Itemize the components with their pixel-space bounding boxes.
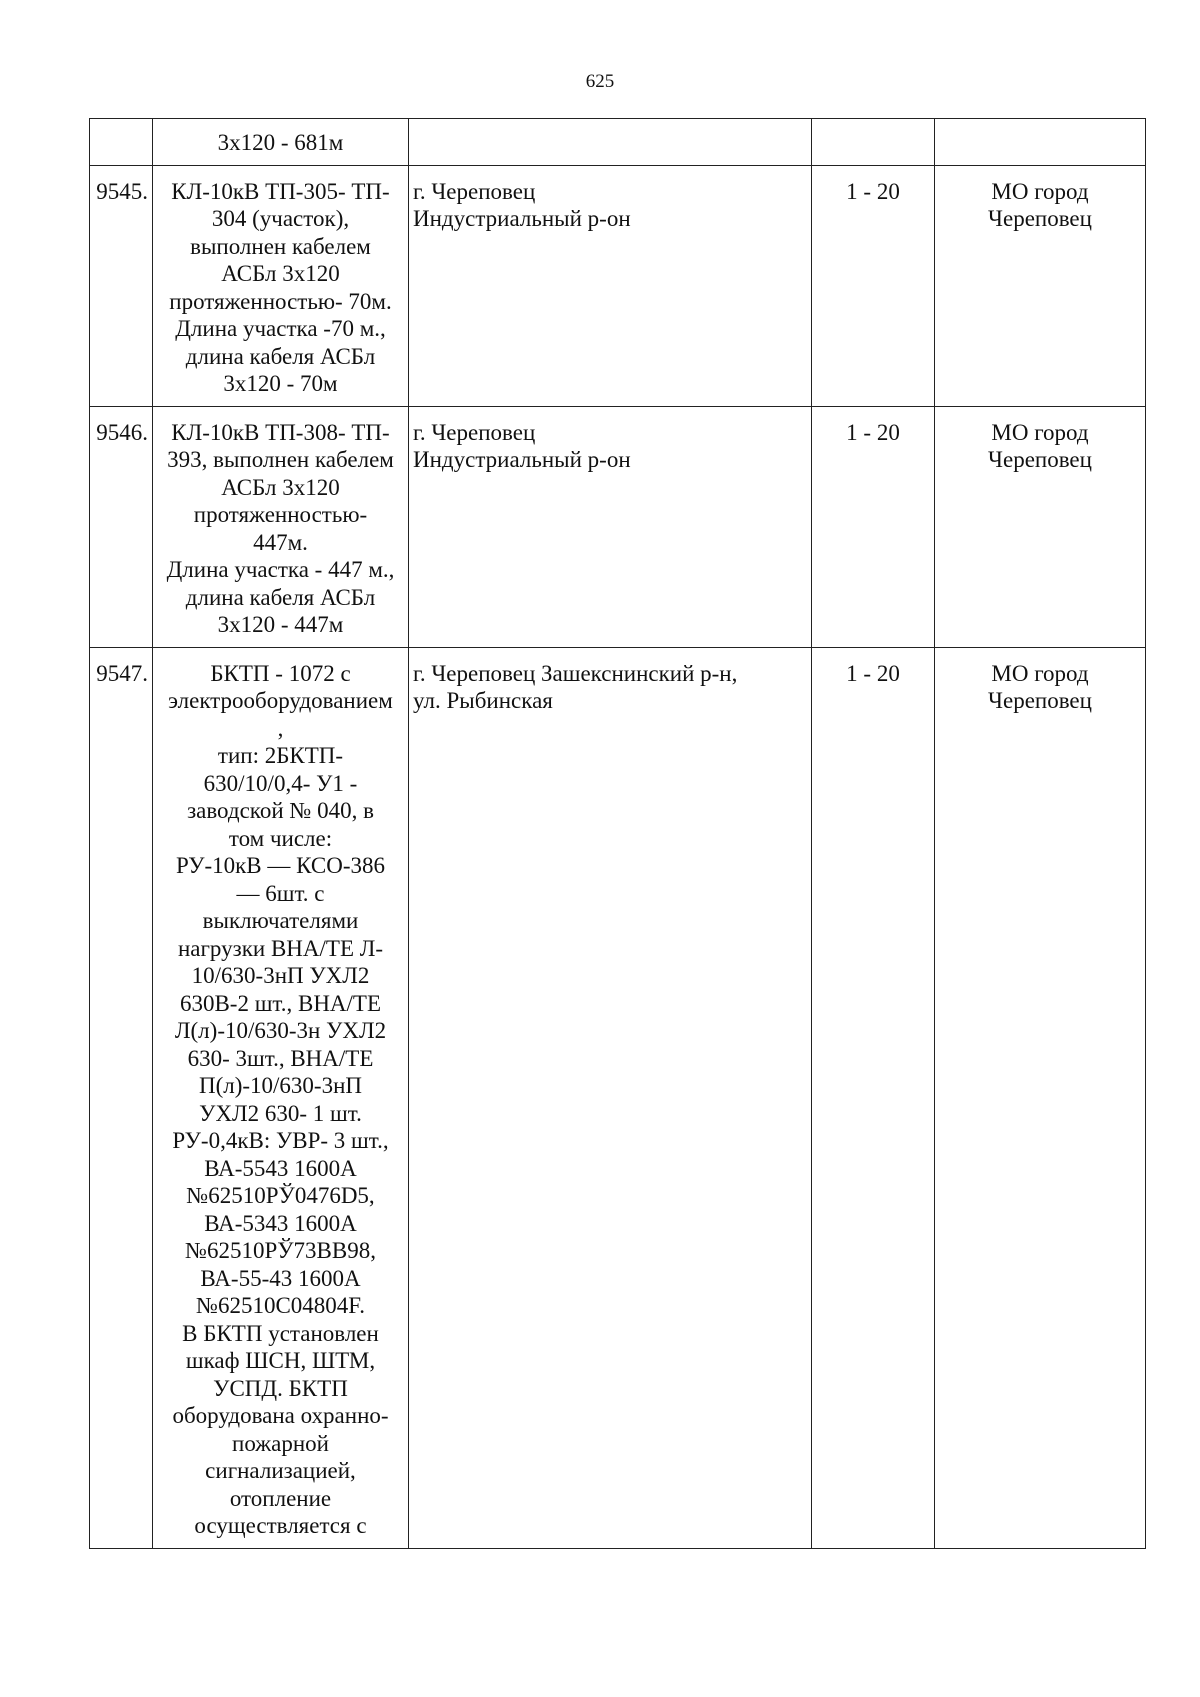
row-number-cell: 9545. xyxy=(90,165,153,406)
object-name-cell xyxy=(153,165,409,406)
object-name-line: выполнен кабелем xyxy=(190,233,371,259)
page-number: 625 xyxy=(585,71,615,92)
object-name-line: длина кабеля АСБл xyxy=(185,343,376,369)
object-name-line: отопление xyxy=(229,1485,332,1511)
object-name-line: 447м. xyxy=(253,529,308,555)
object-name-line: шкаф ШСН, ШТМ, xyxy=(185,1348,376,1373)
object-name-line: 630/10/0,4- У1 - xyxy=(203,770,358,796)
object-name-line: АСБл 3х120 xyxy=(221,474,340,500)
address-line: г. Череповец xyxy=(413,419,536,445)
object-name-line: сигнализацией, xyxy=(205,1458,356,1483)
address-cell xyxy=(409,165,812,406)
object-name-line: нагрузки ВНА/ТЕ Л- xyxy=(177,935,384,961)
object-name-line: 10/630-3нП УХЛ2 xyxy=(191,963,370,988)
object-name-line: №62510С04804F. xyxy=(196,1293,365,1318)
object-name-line: ВА-55-43 1600А xyxy=(200,1265,361,1291)
object-name-line: 3х120 - 447м xyxy=(217,612,344,637)
object-name-line: длина кабеля АСБл xyxy=(185,584,376,610)
owner-line: МО город xyxy=(991,178,1089,204)
object-name-line: Длина участка -70 м., xyxy=(175,316,386,341)
address-line: Индустриальный р-он xyxy=(413,447,631,472)
object-name-line: , xyxy=(277,715,284,741)
object-name-cell xyxy=(153,647,409,1548)
object-name-line: ВА-5543 1600А xyxy=(204,1155,357,1181)
object-name-line: 3х120 - 70м xyxy=(223,371,338,396)
object-name-line: РУ-10кВ — КСО-386 xyxy=(175,853,386,878)
owner-line: МО город xyxy=(991,419,1089,445)
address-cell xyxy=(409,647,812,1548)
table-row xyxy=(90,119,1146,166)
object-name-line: №62510РЎ73ВВ98, xyxy=(185,1238,376,1263)
owner-line: МО город xyxy=(991,660,1089,686)
object-name-line: выключателями xyxy=(202,908,359,933)
object-name-line: 630В-2 шт., ВНА/ТЕ xyxy=(179,990,382,1016)
object-name-line: №62510РЎ0476D5, xyxy=(186,1183,375,1208)
range-cell xyxy=(812,119,935,166)
owner-line: Череповец xyxy=(988,206,1092,231)
object-name-line: В БКТП установлен xyxy=(182,1320,379,1346)
object-name-line: УХЛ2 630- 1 шт. xyxy=(199,1100,362,1126)
object-name-line: протяженностью- 70м. xyxy=(169,288,392,314)
object-name-line: том числе: xyxy=(228,825,333,851)
address-cell xyxy=(409,406,812,647)
object-name-line: УСПД. БКТП xyxy=(213,1375,348,1401)
object-name-cell xyxy=(153,119,409,166)
address-cell xyxy=(409,119,812,166)
owner-cell xyxy=(935,406,1146,647)
owner-cell xyxy=(935,119,1146,166)
row-number-cell: 9547. xyxy=(90,647,153,1548)
row-number-cell xyxy=(90,119,153,166)
object-name-line: 3х120 - 681м xyxy=(217,130,344,155)
object-name-line: заводской № 040, в xyxy=(187,798,374,823)
object-name-line: БКТП - 1072 с xyxy=(210,660,351,686)
owner-line: Череповец xyxy=(988,447,1092,472)
address-line: ул. Рыбинская xyxy=(413,688,553,713)
object-name-line: 304 (участок), xyxy=(211,206,350,231)
table-row xyxy=(90,647,1146,1548)
object-name-line: КЛ-10кВ ТП-308- ТП- xyxy=(171,419,390,445)
object-name-line: КЛ-10кВ ТП-305- ТП- xyxy=(171,178,390,204)
row-number-cell: 9546. xyxy=(90,406,153,647)
object-name-line: П(л)-10/630-3нП xyxy=(198,1073,363,1098)
object-name-cell xyxy=(153,406,409,647)
table-row xyxy=(90,165,1146,406)
object-name-line: — 6шт. с xyxy=(236,880,325,906)
object-name-line: пожарной xyxy=(232,1430,329,1456)
range-cell: 1 - 20 xyxy=(812,647,935,1548)
object-name-line: ВА-5343 1600А xyxy=(204,1210,357,1236)
table-row xyxy=(90,406,1146,647)
object-name-line: электрооборудованием xyxy=(168,688,393,713)
object-name-line: Л(л)-10/630-3н УХЛ2 xyxy=(174,1018,387,1043)
owner-cell xyxy=(935,647,1146,1548)
range-cell: 1 - 20 xyxy=(812,165,935,406)
object-name-line: РУ-0,4кВ: УВР- 3 шт., xyxy=(172,1128,389,1153)
object-name-line: протяженностью- xyxy=(193,502,368,527)
object-name-line: оборудована охранно- xyxy=(172,1403,389,1428)
address-line: г. Череповец Зашекснинский р-н, xyxy=(413,660,738,686)
object-name-line: 630- 3шт., ВНА/ТЕ xyxy=(187,1045,374,1071)
object-name-line: Длина участка - 447 м., xyxy=(166,557,395,582)
object-name-line: осуществляется с xyxy=(194,1513,367,1538)
owner-cell xyxy=(935,165,1146,406)
object-name-line: АСБл 3х120 xyxy=(221,261,340,286)
property-registry-table xyxy=(89,118,1146,1549)
object-name-line: 393, выполнен кабелем xyxy=(167,447,394,472)
owner-line: Череповец xyxy=(988,688,1092,713)
object-name-line: тип: 2БКТП- xyxy=(217,743,344,768)
address-line: Индустриальный р-он xyxy=(413,206,631,231)
address-line: г. Череповец xyxy=(413,178,536,204)
range-cell: 1 - 20 xyxy=(812,406,935,647)
